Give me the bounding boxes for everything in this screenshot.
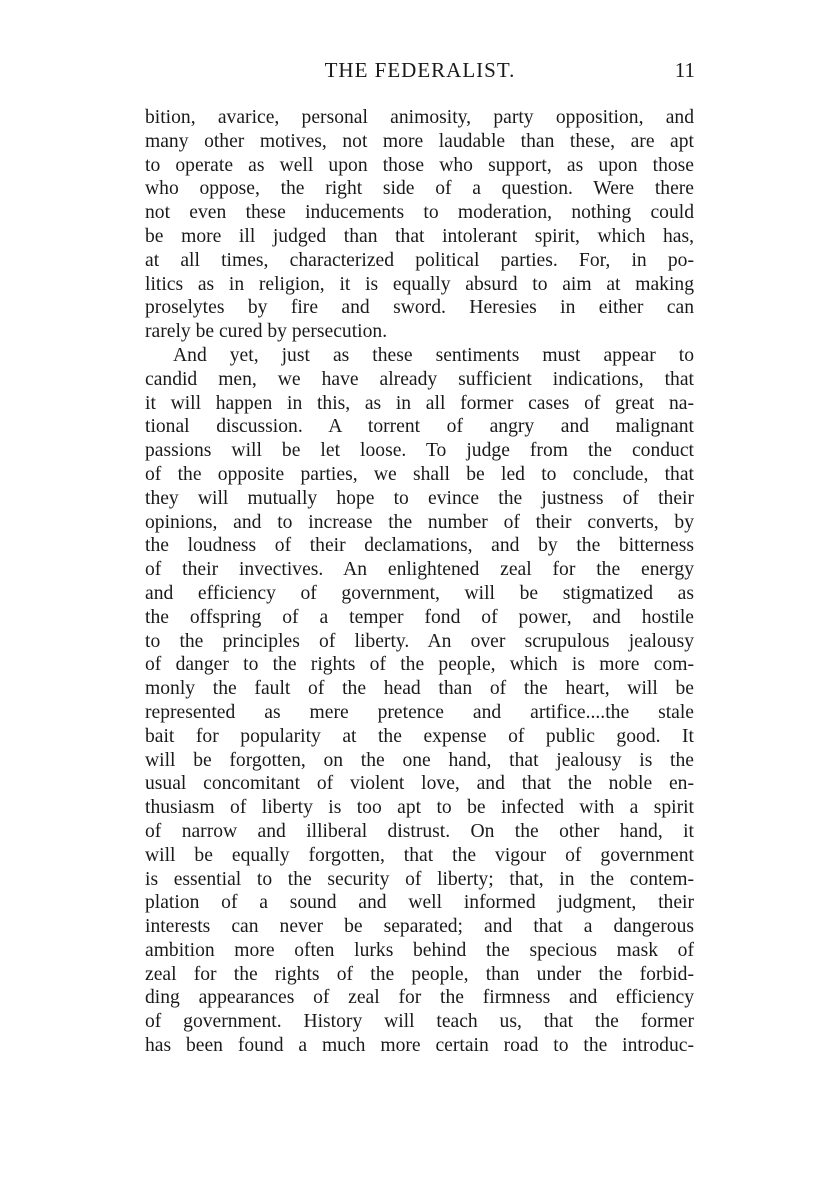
text-line: of danger to the rights of the people, which is more com- [145, 654, 694, 676]
text-line: will be forgotten, on the one hand, that jealousy is the [145, 749, 694, 771]
text-line: who oppose, the right side of a question. Were there [145, 178, 694, 200]
text-line: tional discussion. A torrent of angry and malignant [145, 416, 694, 438]
text-line: to operate as well upon those who support, as upon those [145, 154, 694, 176]
text-line: of the opposite parties, we shall be led to conclude, that [145, 463, 694, 485]
text-line: bition, avarice, personal animosity, party opposition, and [145, 107, 694, 128]
text-line: will be equally forgotten, that the vigour of government [145, 844, 694, 866]
text-line: of narrow and illiberal distrust. On the other hand, it [145, 820, 694, 842]
text-line: many other motives, not more laudable than these, are apt [145, 130, 694, 152]
text-line: proselytes by fire and sword. Heresies in either can [145, 297, 694, 319]
text-line: rarely be cured by persecution. [145, 321, 388, 343]
text-line: and efficiency of government, will be stigmatized as [145, 582, 694, 604]
text-line: ding appearances of zeal for the firmness and efficiency [145, 987, 694, 1009]
body-text [145, 106, 694, 1058]
text-line: usual concomitant of violent love, and that the noble en- [145, 773, 694, 795]
running-head [145, 58, 695, 88]
text-line: passions will be let loose. To judge from the conduct [145, 440, 694, 462]
text-line: at all times, characterized political parties. For, in po- [145, 249, 694, 271]
text-line: interests can never be separated; and that a dangerous [145, 916, 694, 938]
text-line: not even these inducements to moderation, nothing could [145, 202, 694, 224]
text-line: represented as mere pretence and artifice....the stale [145, 701, 694, 723]
page-number: 11 [674, 58, 695, 82]
text-line: opinions, and to increase the number of their converts, by [145, 511, 694, 533]
text-line: monly the fault of the head than of the heart, will be [145, 678, 694, 700]
text-line: is essential to the security of liberty; that, in the contem- [145, 868, 694, 890]
text-line: has been found a much more certain road to the introduc- [145, 1035, 694, 1057]
text-line: be more ill judged than that intolerant spirit, which has, [145, 225, 694, 247]
text-line: they will mutually hope to evince the justness of their [145, 487, 694, 509]
text-line: of government. History will teach us, that the former [145, 1011, 694, 1033]
text-line: the offspring of a temper fond of power, and hostile [145, 606, 694, 628]
text-line: zeal for the rights of the people, than under the forbid- [145, 963, 694, 985]
text-line: the loudness of their declamations, and by the bitterness [145, 535, 694, 557]
text-line: bait for popularity at the expense of public good. It [145, 725, 694, 747]
text-line: litics as in religion, it is equally absurd to aim at making [145, 273, 694, 295]
text-line: plation of a sound and well informed judgment, their [145, 892, 694, 914]
text-line: of their invectives. An enlightened zeal for the energy [145, 559, 694, 581]
text-line: to the principles of liberty. An over scrupulous jealousy [145, 630, 694, 652]
text-line: it will happen in this, as in all former cases of great na- [145, 392, 694, 414]
text-line: And yet, just as these sentiments must appear to [173, 344, 694, 366]
text-line: candid men, we have already sufficient indications, that [145, 368, 694, 390]
running-title: THE FEDERALIST. [324, 58, 516, 82]
text-line: thusiasm of liberty is too apt to be infected with a spirit [145, 797, 694, 819]
text-line: ambition more often lurks behind the specious mask of [145, 939, 694, 961]
